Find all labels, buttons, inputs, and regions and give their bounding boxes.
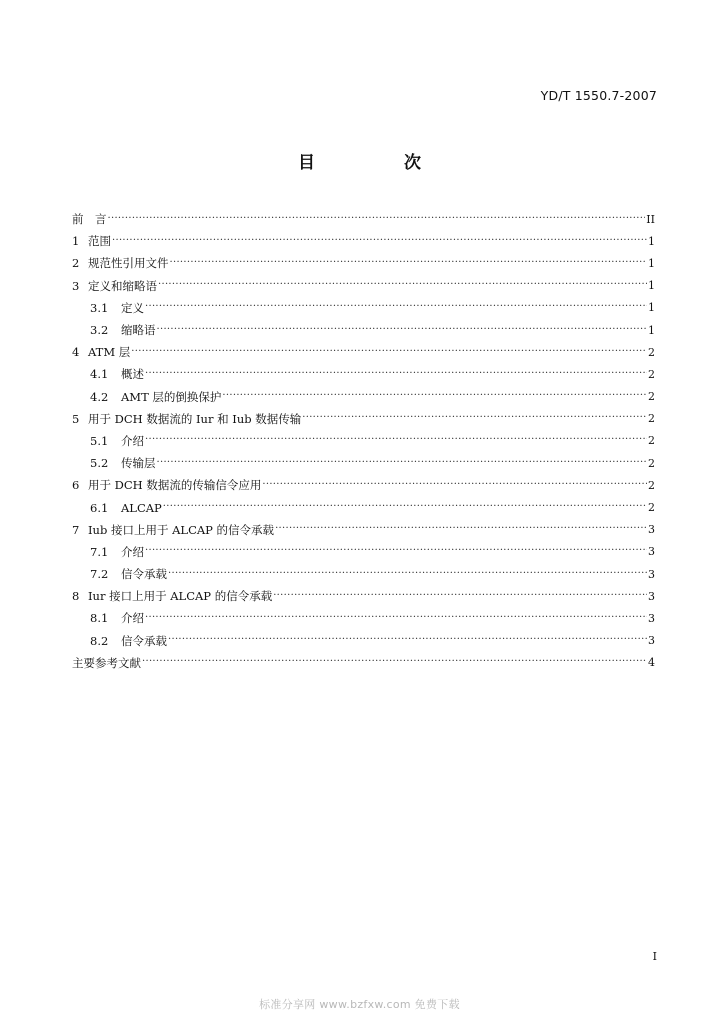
toc-dot-leader: [163, 501, 647, 512]
toc-dot-leader: [275, 523, 647, 534]
toc-entry[interactable]: [72, 208, 655, 230]
toc-entry[interactable]: [72, 519, 655, 541]
toc-entry-title: AMT 层的倒换保护: [121, 389, 222, 404]
toc-entry-page: 3: [648, 545, 655, 559]
toc-entry[interactable]: [72, 341, 655, 363]
toc-entry-page: 1: [648, 234, 655, 248]
toc-entry-page: 2: [648, 390, 655, 404]
toc-entry-number: 4.1: [90, 367, 109, 382]
toc-entry[interactable]: [72, 230, 655, 252]
toc-entry-number: 3.1: [90, 300, 109, 315]
toc-entry-title: 定义和缩略语: [88, 278, 157, 293]
toc-entry-number: 3.2: [90, 323, 109, 338]
toc-entry-number: 7: [72, 522, 80, 537]
toc-entry-number: 6.1: [90, 500, 109, 515]
toc-entry-number: 5.2: [90, 456, 109, 471]
toc-entry[interactable]: [72, 363, 655, 385]
toc-dot-leader: [108, 213, 646, 224]
toc-entry-title: Iur 接口上用于 ALCAP 的信令承载: [88, 589, 273, 604]
toc-entry-page: 1: [648, 301, 655, 315]
toc-entry-title: 规范性引用文件: [88, 256, 169, 271]
toc-entry-title: 用于 DCH 数据流的 Iur 和 Iub 数据传输: [88, 411, 302, 426]
page-title: 目 次: [298, 153, 457, 173]
toc-entry-number: 5: [72, 411, 80, 426]
toc-entry-page: 2: [648, 345, 655, 359]
toc-entry-page: 1: [648, 279, 655, 293]
toc-entry-number: 8: [72, 589, 80, 604]
toc-dot-leader: [142, 656, 647, 667]
toc-entry-title: 传输层: [121, 456, 156, 471]
watermark: 标准分享网 www.bzfxw.com 免费下载: [259, 998, 460, 1011]
page-number: I: [652, 950, 657, 963]
toc-entry[interactable]: [72, 297, 655, 319]
toc-entry[interactable]: [72, 496, 655, 518]
toc-entry-number: 6: [72, 478, 80, 493]
toc-dot-leader: [145, 301, 647, 312]
toc-entry[interactable]: [72, 452, 655, 474]
toc-dot-leader: [222, 390, 647, 401]
toc-entry-page: II: [646, 212, 655, 226]
toc-entry-page: 3: [648, 589, 655, 603]
toc-dot-leader: [168, 634, 647, 645]
toc-dot-leader: [168, 568, 647, 579]
toc-entry-number: 3: [72, 278, 80, 293]
toc-entry[interactable]: [72, 474, 655, 496]
toc-entry[interactable]: [72, 319, 655, 341]
toc-entry[interactable]: [72, 585, 655, 607]
toc-entry-number: 7.1: [90, 544, 109, 559]
toc-entry-number: 5.1: [90, 433, 109, 448]
toc-entry-title: 主要参考文献: [72, 655, 141, 670]
toc-dot-leader: [157, 324, 648, 335]
toc-entry-page: 2: [648, 501, 655, 515]
toc-entry-number: 4: [72, 345, 80, 360]
toc-dot-leader: [145, 434, 647, 445]
toc-entry-page: 3: [648, 611, 655, 625]
toc-dot-leader: [145, 612, 647, 623]
toc-entry-page: 2: [648, 434, 655, 448]
toc-entry[interactable]: [72, 252, 655, 274]
toc-entry[interactable]: [72, 652, 655, 674]
toc-entry-page: 3: [648, 567, 655, 581]
toc-entry[interactable]: [72, 607, 655, 629]
toc-entry-page: 2: [648, 367, 655, 381]
toc-dot-leader: [145, 368, 647, 379]
toc-entry[interactable]: [72, 563, 655, 585]
toc-entry[interactable]: [72, 408, 655, 430]
toc-entry-title: ALCAP: [121, 500, 162, 515]
toc-dot-leader: [131, 346, 647, 357]
toc-entry[interactable]: [72, 541, 655, 563]
toc-entry-title: Iub 接口上用于 ALCAP 的信令承载: [88, 522, 275, 537]
toc-entry-number: 7.2: [90, 567, 109, 582]
toc-entry-title: 介绍: [121, 544, 144, 559]
toc-entry-title: 介绍: [121, 611, 144, 626]
toc-dot-leader: [302, 412, 647, 423]
toc-entry-title: 定义: [121, 300, 144, 315]
toc-entry-title: 缩略语: [121, 323, 156, 338]
toc-dot-leader: [157, 457, 648, 468]
toc-entry-title: 信令承载: [121, 567, 167, 582]
toc-entry-number: 8.1: [90, 611, 109, 626]
toc-entry-number: 2: [72, 256, 80, 271]
toc-entry-title: 概述: [121, 367, 144, 382]
toc-entry[interactable]: [72, 430, 655, 452]
document-code: YD/T 1550.7-2007: [540, 88, 657, 103]
toc-dot-leader: [273, 590, 647, 601]
toc-entry-title: 范围: [88, 234, 111, 249]
toc-entry-number: 4.2: [90, 389, 109, 404]
toc-entry-title: 前 言: [72, 212, 107, 227]
toc-entry-page: 3: [648, 523, 655, 537]
toc-entry-page: 4: [648, 656, 655, 670]
toc-entry-page: 1: [648, 256, 655, 270]
toc-dot-leader: [170, 257, 648, 268]
toc-dot-leader: [262, 479, 647, 490]
toc-entry[interactable]: [72, 386, 655, 408]
toc-entry-page: 2: [648, 456, 655, 470]
toc-entry-page: 2: [648, 478, 655, 492]
toc-entry[interactable]: [72, 630, 655, 652]
toc-entry-page: 2: [648, 412, 655, 426]
toc-entry-number: 8.2: [90, 633, 109, 648]
toc-dot-leader: [158, 279, 647, 290]
toc-entry-title: 介绍: [121, 433, 144, 448]
toc-entry-title: 用于 DCH 数据流的传输信令应用: [88, 478, 262, 493]
toc-entry[interactable]: [72, 275, 655, 297]
toc-dot-leader: [112, 235, 647, 246]
toc-entry-page: 3: [648, 634, 655, 648]
toc-entry-page: 1: [648, 323, 655, 337]
toc-dot-leader: [145, 545, 647, 556]
toc-entry-number: 1: [72, 234, 80, 249]
toc-entry-title: ATM 层: [88, 345, 131, 360]
toc-entry-title: 信令承载: [121, 633, 167, 648]
table-of-contents: [72, 208, 655, 674]
